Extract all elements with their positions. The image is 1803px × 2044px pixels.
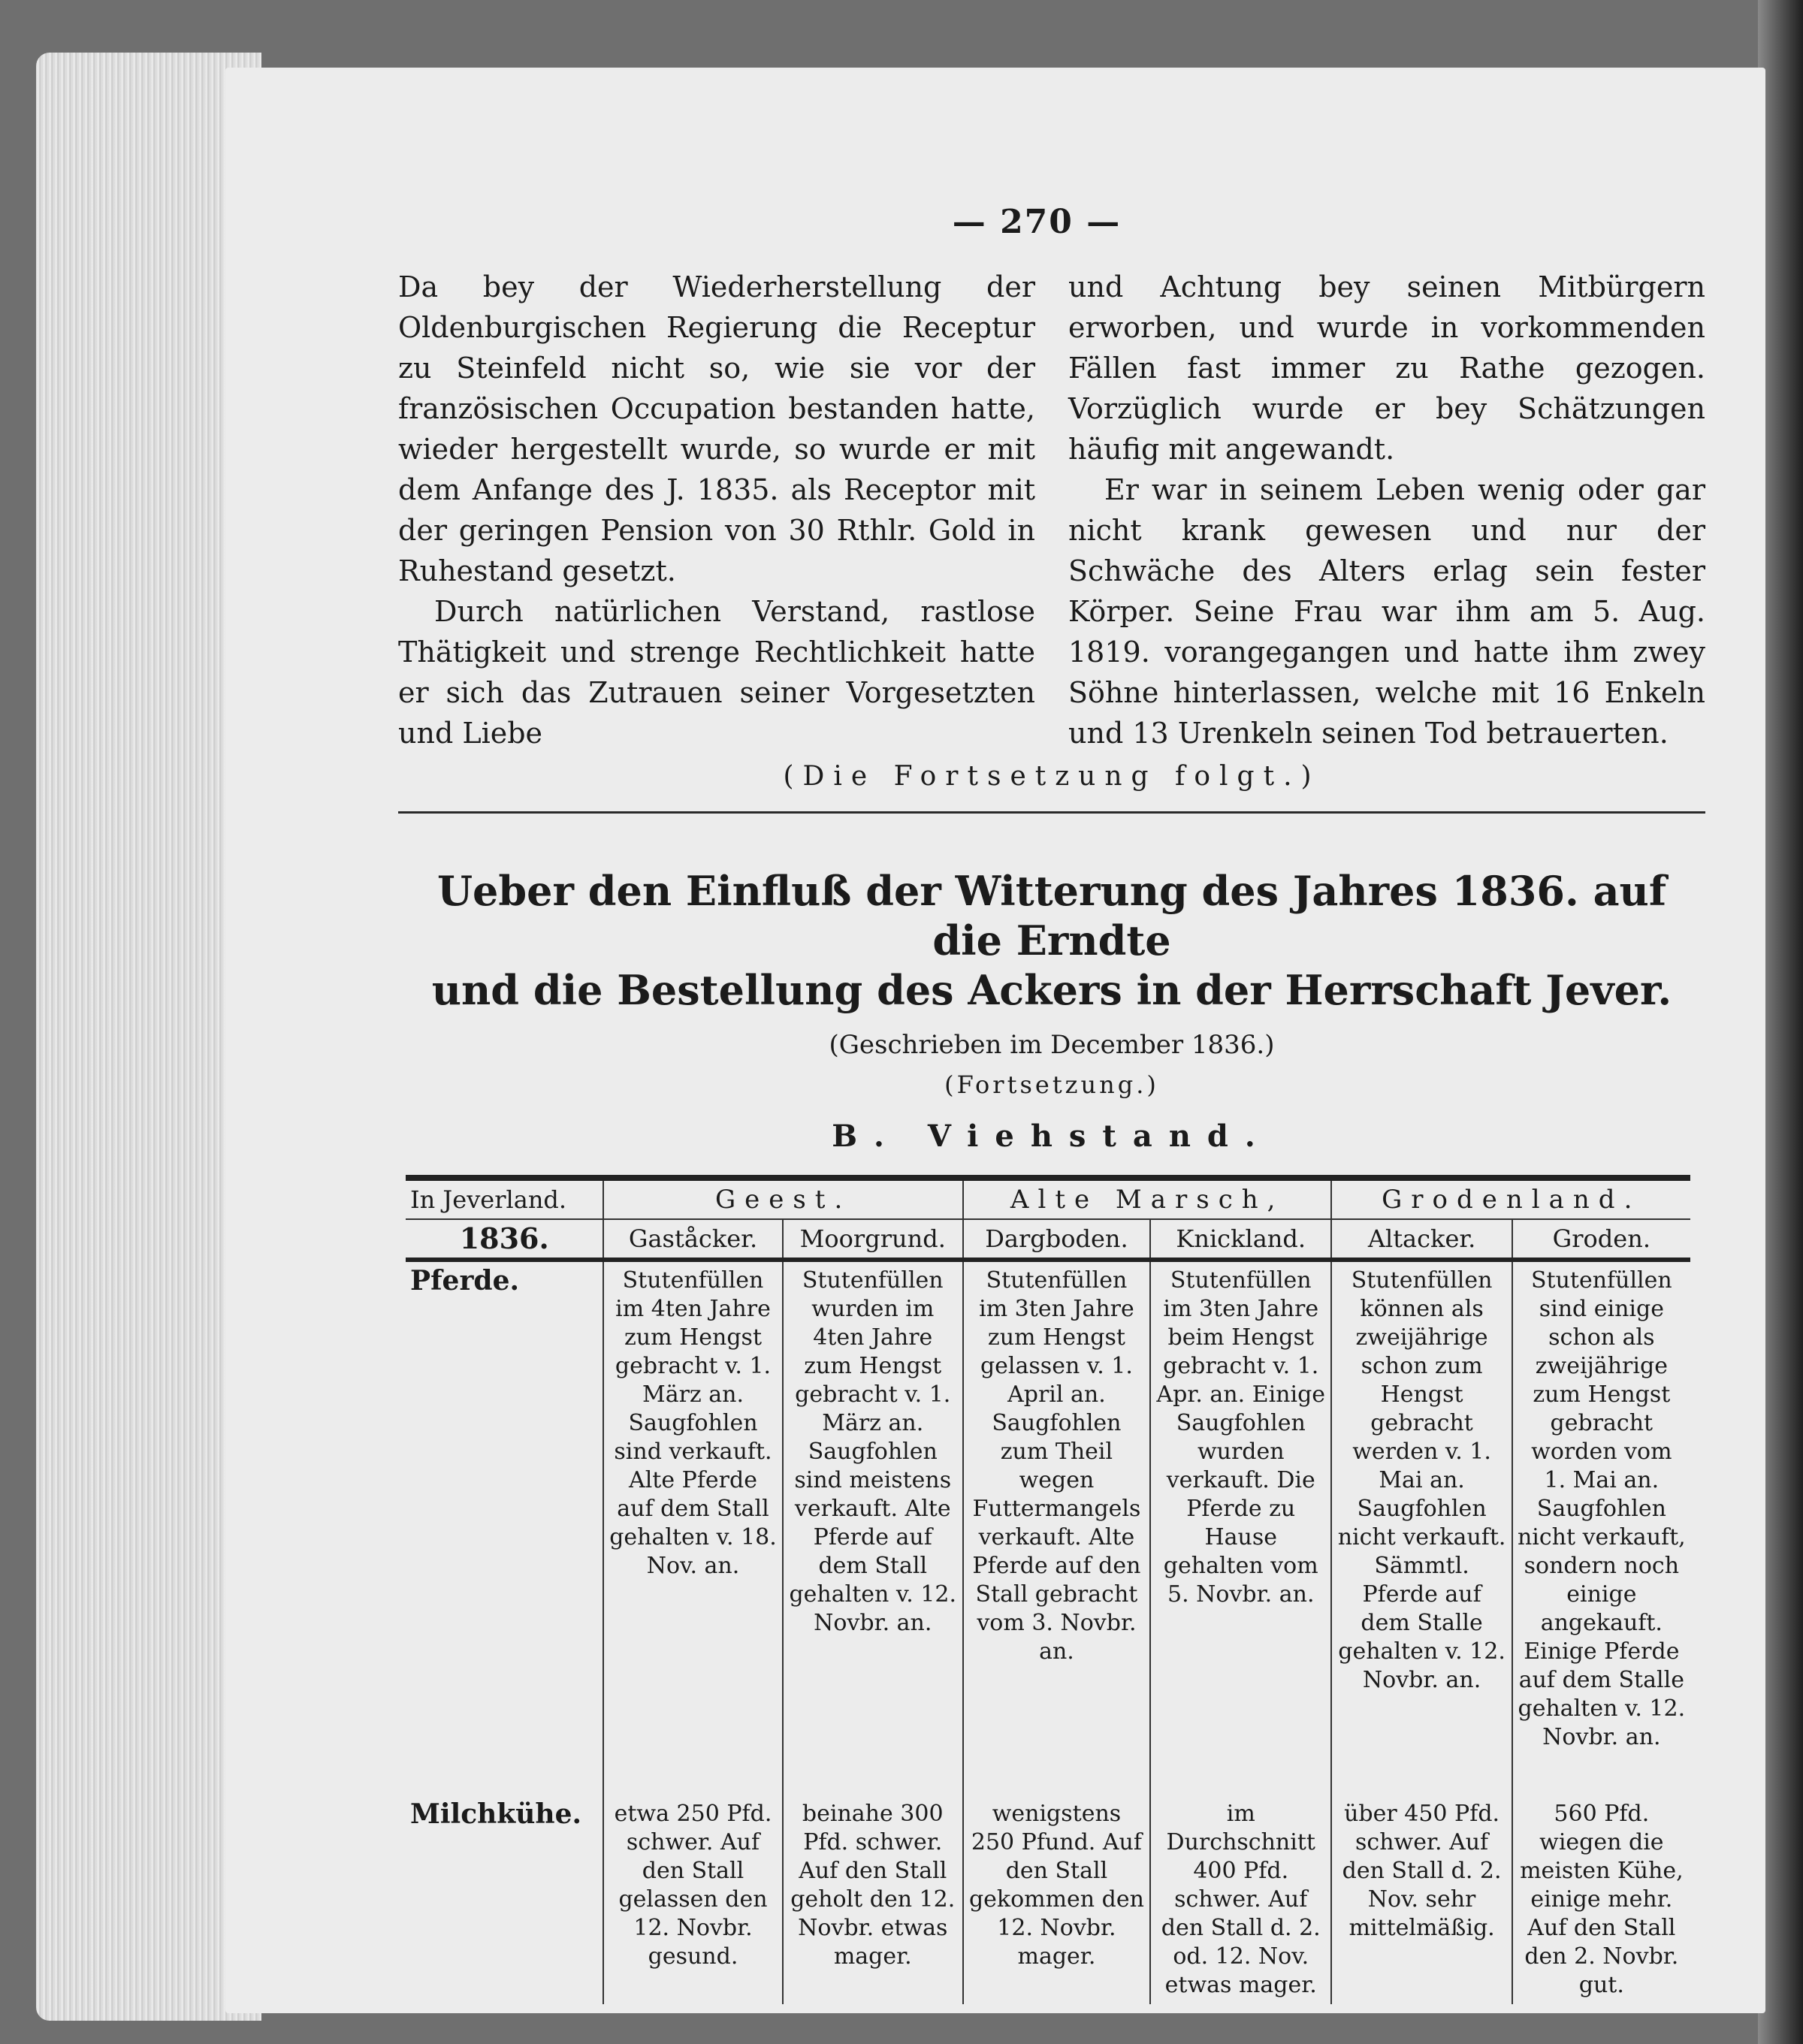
table-cell: beinahe 300 Pfd. schwer. Auf den Stall geholt den 12. Novbr. etwas mager. (783, 1795, 963, 2004)
livestock-table (406, 1175, 1690, 2004)
page-content (398, 203, 1705, 2004)
table-cell: Stutenfüllen wurden im 4ten Jahre zum Hengst gebracht v. 1. März an. Saugfohlen sind meistens verkauft. Alte Pferde auf dem Stall gehalten v. 12. Novbr. an. (783, 1260, 963, 1756)
region-header: Grodenland. (1331, 1178, 1690, 1219)
right-paragraph: und Achtung bey seinen Mitbürgern erworben, und wurde in vorkommenden Fällen fast immer zu Rathe gezogen. Vorzüglich wurde er bey Schätzungen häufig mit angewandt. (1068, 270, 1705, 466)
page-number: — 270 — (952, 203, 1122, 241)
table-cell: im Durchschnitt 400 Pfd. schwer. Auf den Stall d. 2. od. 12. Nov. etwas mager. (1150, 1795, 1331, 2004)
article-continuation: (Fortsetzung.) (944, 1070, 1159, 1099)
region-header: Alte Marsch, (963, 1178, 1332, 1219)
continued-note: (Die Fortsetzung folgt.) (783, 761, 1321, 792)
region-header: Geest. (603, 1178, 962, 1219)
subcolumn-header: Knickland. (1150, 1219, 1331, 1260)
table-row (406, 1795, 1690, 2004)
subcolumn-header: Altacker. (1331, 1219, 1512, 1260)
table-header-regions (406, 1178, 1690, 1219)
article-title (398, 866, 1705, 1015)
subcolumn-header: Dargboden. (963, 1219, 1150, 1260)
right-column (1068, 267, 1705, 753)
table-cell: Stutenfüllen im 4ten Jahre zum Hengst gebracht v. 1. März an. Saugfohlen sind verkauft. Alte Pferde auf dem Stall gehalten v. 18. Nov. an. (603, 1260, 782, 1756)
subcolumn-header: Groden. (1512, 1219, 1690, 1260)
table-header-subcolumns (406, 1219, 1690, 1260)
article-title-line: und die Bestellung des Ackers in der Herrschaft Jever. (431, 966, 1672, 1014)
table-cell: über 450 Pfd. schwer. Auf den Stall d. 2. Nov. sehr mittelmäßig. (1331, 1795, 1512, 2004)
table-cell: Stutenfüllen sind einige schon als zweijährige zum Hengst gebracht worden vom 1. Mai an. Saugfohlen nicht verkauft, sondern noch einige angekauft. Einige Pferde auf dem Stalle gehalten v. 12. Novbr. an. (1512, 1260, 1690, 1756)
section-divider (398, 811, 1705, 814)
section-heading: B. Viehstand. (832, 1119, 1272, 1154)
right-paragraph: Er war in seinem Leben wenig oder gar nicht krank gewesen und nur der Schwäche des Alters erlag sein fester Körper. Seine Frau war ihm am 5. Aug. 1819. vorangegangen und hatte ihm zwey Söhne hinterlassen, welche mit 16 Enkeln und 13 Urenkeln seinen Tod betrauerten. (1068, 473, 1705, 750)
table-cell: Stutenfüllen können als zweijährige schon zum Hengst gebracht werden v. 1. Mai an. Saugfohlen nicht verkauft. Sämmtl. Pferde auf dem Stalle gehalten v. 12. Novbr. an. (1331, 1260, 1512, 1756)
table-cell: Stutenfüllen im 3ten Jahre zum Hengst gelassen v. 1. April an. Saugfohlen zum Theil wegen Futtermangels verkauft. Alte Pferde auf den Stall gebracht vom 3. Novbr. an. (963, 1260, 1150, 1756)
row-label: Milchkühe. (410, 1798, 582, 1830)
table-cell: 560 Pfd. wiegen die meisten Kühe, einige mehr. Auf den Stall den 2. Novbr. gut. (1512, 1795, 1690, 2004)
table-cell: wenigstens 250 Pfund. Auf den Stall gekommen den 12. Novbr. mager. (963, 1795, 1150, 2004)
text-columns (398, 267, 1705, 753)
table-cell: Stutenfüllen im 3ten Jahre beim Hengst gebracht v. 1. Apr. an. Einige Saugfohlen wurden verkauft. Die Pferde zu Hause gehalten vom 5. Novbr. an. (1150, 1260, 1331, 1756)
left-paragraph: Da bey der Wiederherstellung der Oldenburgischen Regierung die Receptur zu Steinfeld nicht so, wie sie vor der französischen Occupation bestanden hatte, wieder hergestellt wurde, so wurde er mit dem Anfange des J. 1835. als Receptor mit der geringen Pension von 30 Rthlr. Gold in Ruhestand gesetzt. (398, 270, 1035, 587)
table-spacer-row (406, 1756, 1690, 1795)
book-page (225, 68, 1765, 2013)
article-subtitle: (Geschrieben im December 1836.) (829, 1030, 1275, 1060)
subcolumn-header: Gaståcker. (603, 1219, 782, 1260)
year-label: 1836. (406, 1219, 603, 1260)
table-cell: etwa 250 Pfd. schwer. Auf den Stall gelassen den 12. Novbr. gesund. (603, 1795, 782, 2004)
corner-label: In Jeverland. (406, 1178, 603, 1219)
left-paragraph: Durch natürlichen Verstand, rastlose Thätigkeit und strenge Rechtlichkeit hatte er sich das Zutrauen seiner Vorgesetzten und Liebe (398, 595, 1035, 750)
article-title-line: Ueber den Einfluß der Witterung des Jahres 1836. auf die Erndte (436, 867, 1667, 965)
subcolumn-header: Moorgrund. (783, 1219, 963, 1260)
row-label: Pferde. (410, 1265, 520, 1297)
left-column (398, 267, 1035, 753)
table-row (406, 1260, 1690, 1756)
